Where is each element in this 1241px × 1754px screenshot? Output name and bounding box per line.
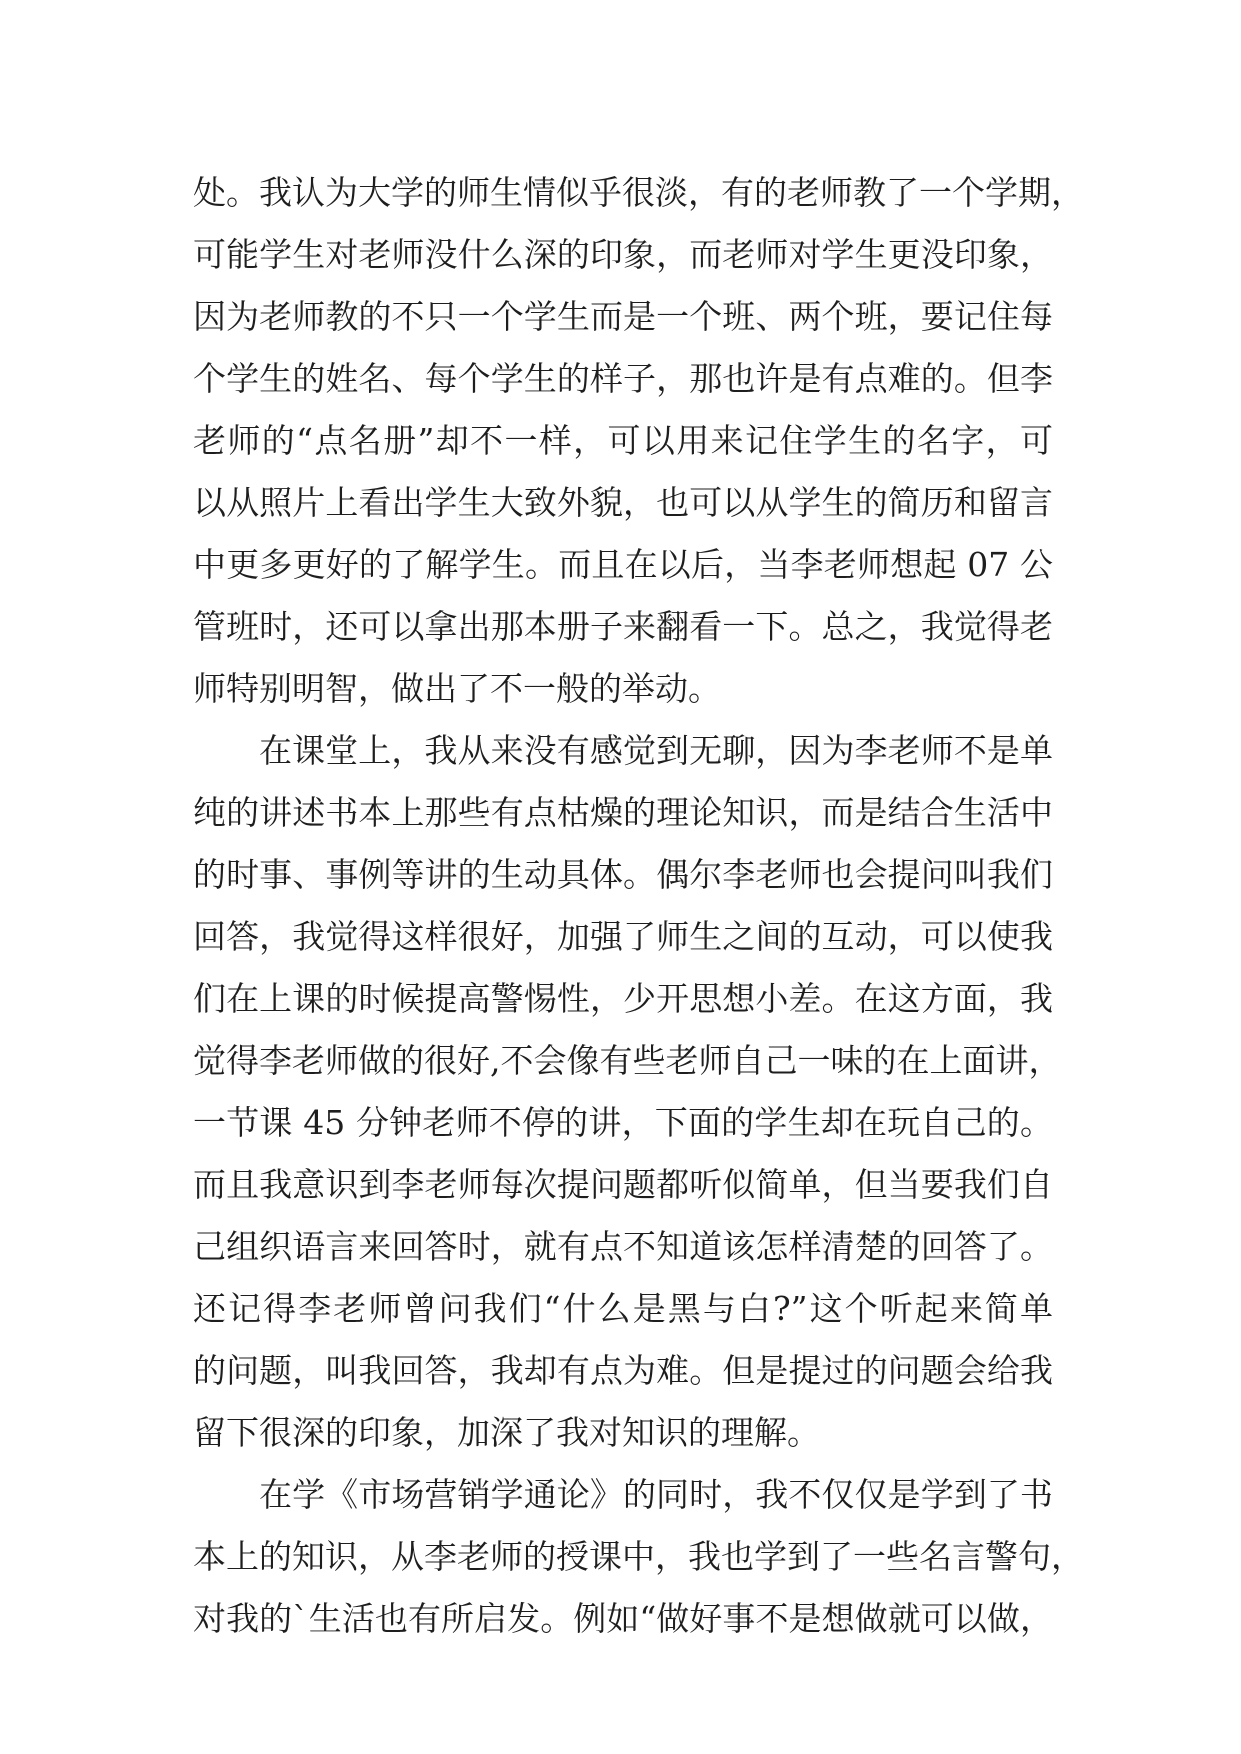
- text-line: 一节课 45 分钟老师不停的讲，下面的学生却在玩自己的。: [193, 1103, 1053, 1142]
- text-line: 在课堂上，我从来没有感觉到无聊，因为李老师不是单: [259, 731, 1053, 770]
- text-line: 在学《市场营销学通论》的同时，我不仅仅是学到了书: [259, 1475, 1053, 1514]
- body-text: [193, 162, 1084, 1650]
- text-line: 还记得李老师曾问我们“什么是黑与白?”这个听起来简单: [193, 1289, 1053, 1328]
- text-line: 老师的“点名册”却不一样，可以用来记住学生的名字，可: [193, 421, 1053, 460]
- text-line: 的问题，叫我回答，我却有点为难。但是提过的问题会给我: [193, 1351, 1053, 1390]
- text-line: 留下很深的印象，加深了我对知识的理解。: [193, 1413, 820, 1452]
- text-line: 的时事、事例等讲的生动具体。偶尔李老师也会提问叫我们: [193, 855, 1053, 894]
- text-line: 师特别明智，做出了不一般的举动。: [193, 669, 721, 708]
- text-line: 个学生的姓名、每个学生的样子，那也许是有点难的。但李: [193, 359, 1053, 398]
- text-line: 因为老师教的不只一个学生而是一个班、两个班，要记住每: [193, 297, 1053, 336]
- paragraph-1: [193, 162, 1084, 720]
- text-line: 纯的讲述书本上那些有点枯燥的理论知识，而是结合生活中: [193, 793, 1053, 832]
- text-line: 可能学生对老师没什么深的印象，而老师对学生更没印象，: [193, 235, 1053, 274]
- text-line: 而且我意识到李老师每次提问题都听似简单，但当要我们自: [193, 1165, 1053, 1204]
- text-line: 对我的`生活也有所启发。例如“做好事不是想做就可以做，: [193, 1599, 1053, 1638]
- text-line: 觉得李老师做的很好,不会像有些老师自己一味的在上面讲，: [193, 1041, 1062, 1080]
- paragraph-3: [193, 1464, 1084, 1650]
- text-line: 以从照片上看出学生大致外貌，也可以从学生的简历和留言: [193, 483, 1053, 522]
- text-line: 处。我认为大学的师生情似乎很淡，有的老师教了一个学期，: [193, 173, 1084, 212]
- paragraph-2: [193, 720, 1062, 1464]
- text-line: 己组织语言来回答时，就有点不知道该怎样清楚的回答了。: [193, 1227, 1053, 1266]
- text-line: 回答，我觉得这样很好，加强了师生之间的互动，可以使我: [193, 917, 1053, 956]
- text-line: 管班时，还可以拿出那本册子来翻看一下。总之，我觉得老: [193, 607, 1053, 646]
- text-line: 本上的知识，从李老师的授课中，我也学到了一些名言警句，: [193, 1537, 1084, 1576]
- text-line: 们在上课的时候提高警惕性，少开思想小差。在这方面，我: [193, 979, 1053, 1018]
- text-line: 中更多更好的了解学生。而且在以后，当李老师想起 07 公: [193, 545, 1053, 584]
